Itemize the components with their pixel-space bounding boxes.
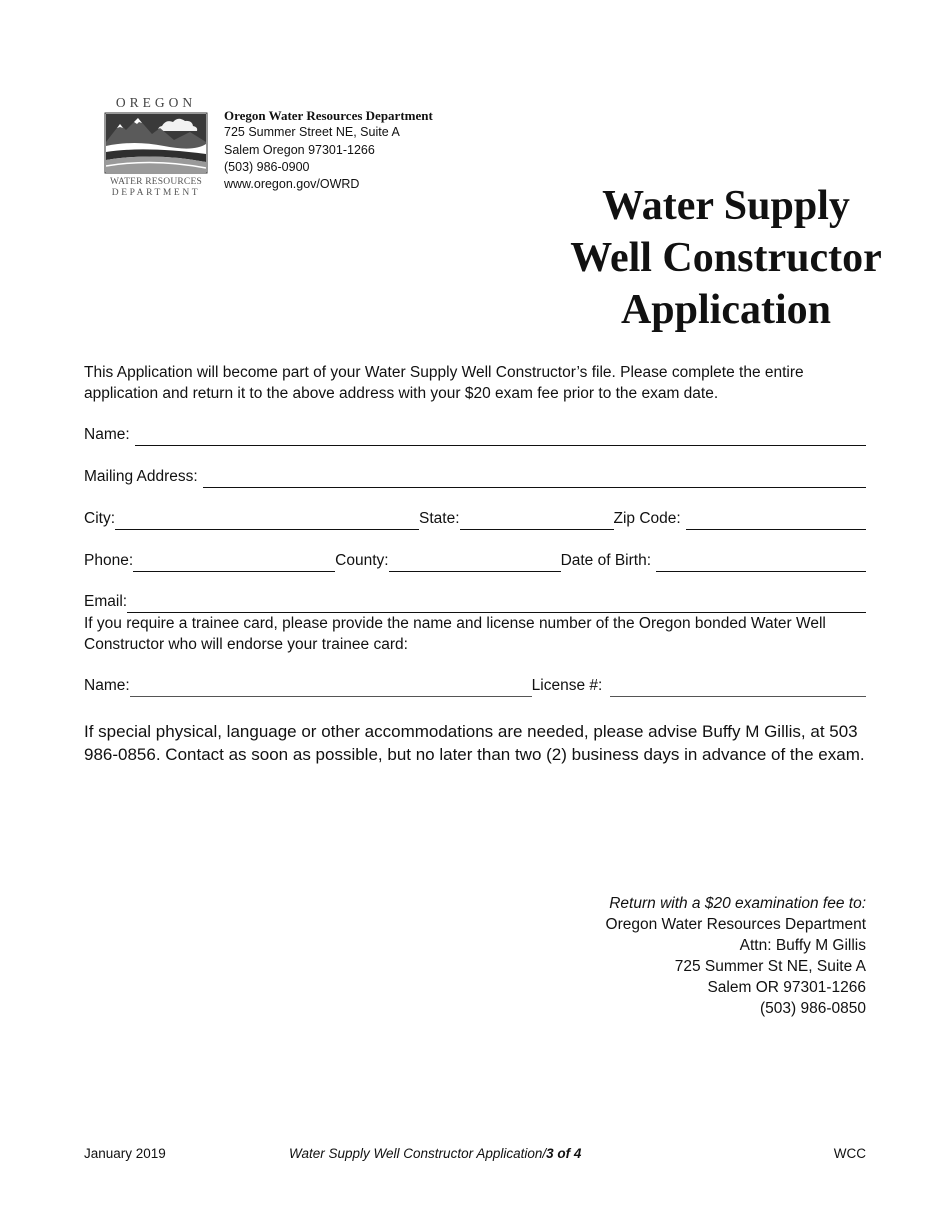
mailing-address-field[interactable] (203, 467, 866, 488)
mailing-address-label: Mailing Address: (84, 468, 198, 485)
return-address (606, 893, 866, 1019)
return-heading: Return with a $20 examination fee to: (609, 895, 866, 912)
county-label: County: (335, 552, 389, 569)
document-title (545, 180, 907, 336)
return-phone: (503) 986-0850 (760, 1000, 866, 1017)
zip-code-field[interactable] (686, 509, 866, 530)
intro-paragraph: This Application will become part of your Water Supply Well Constructor’s file. Please complete the entire application and return it to the above address with your $20 exam fee prior to the exam date. (84, 364, 804, 402)
city-state-zip-row (84, 508, 866, 530)
agency-city: Salem Oregon 97301-1266 (224, 142, 375, 157)
logo-line-1: WATER RESOURCES (110, 177, 202, 187)
title-line-2: Well Constructor (570, 235, 882, 281)
mailing-address-row (84, 466, 866, 488)
state-field[interactable] (460, 509, 614, 530)
city-field[interactable] (115, 509, 419, 530)
county-field[interactable] (389, 551, 561, 572)
email-field[interactable] (127, 592, 866, 613)
agency-website[interactable]: www.oregon.gov/OWRD (224, 177, 360, 192)
footer-doc-title (289, 1146, 581, 1161)
email-row (84, 591, 866, 613)
title-line-3: Application (620, 287, 832, 333)
title-line-1: Water Supply (602, 183, 850, 229)
endorser-name-label: Name: (84, 677, 130, 694)
agency-phone: (503) 986-0900 (224, 159, 310, 174)
agency-address (224, 107, 433, 193)
date-of-birth-field[interactable] (656, 551, 866, 572)
footer-doc-title-text: Water Supply Well Constructor Application/ (289, 1146, 547, 1161)
date-of-birth-label: Date of Birth: (560, 552, 652, 569)
phone-label: Phone: (84, 552, 134, 569)
phone-field[interactable] (133, 551, 335, 572)
footer-date: January 2019 (84, 1146, 166, 1161)
return-org: Oregon Water Resources Department (605, 916, 866, 933)
logo-line-2: DEPARTMENT (111, 188, 201, 198)
name-row (84, 424, 866, 446)
owrd-logo (100, 95, 212, 201)
trainee-endorser-row (84, 675, 866, 697)
state-label: State: (419, 510, 460, 527)
return-city: Salem OR 97301-1266 (707, 979, 866, 996)
zip-code-label: Zip Code: (613, 510, 681, 527)
name-field[interactable] (135, 425, 866, 446)
mountain-landscape-icon (104, 112, 208, 174)
return-street: 725 Summer St NE, Suite A (674, 958, 866, 975)
accommodations-notice: If special physical, language or other accommodations are needed, please advise Buffy M Gillis, at 503 986-0856. Contact as soon as possible, but no later than two (2) business days in advance of the exam. (84, 722, 865, 764)
city-label: City: (84, 510, 115, 527)
endorser-name-field[interactable] (130, 676, 532, 697)
footer-form-code: WCC (833, 1146, 866, 1161)
agency-name: Oregon Water Resources Department (224, 108, 433, 123)
trainee-card-instructions: If you require a trainee card, please provide the name and license number of the Oregon bonded Water Well Constructor who will endorse your trainee card: (84, 615, 826, 653)
logo-top-text: OREGON (115, 95, 197, 110)
email-label: Email: (84, 593, 128, 610)
footer-page-number: 3 of 4 (546, 1146, 582, 1161)
return-attn: Attn: Buffy M Gillis (739, 937, 866, 954)
license-number-field[interactable] (610, 676, 866, 697)
agency-street: 725 Summer Street NE, Suite A (224, 125, 400, 140)
phone-county-dob-row (84, 550, 866, 572)
name-label: Name: (84, 426, 130, 443)
license-number-label: License #: (531, 677, 603, 694)
